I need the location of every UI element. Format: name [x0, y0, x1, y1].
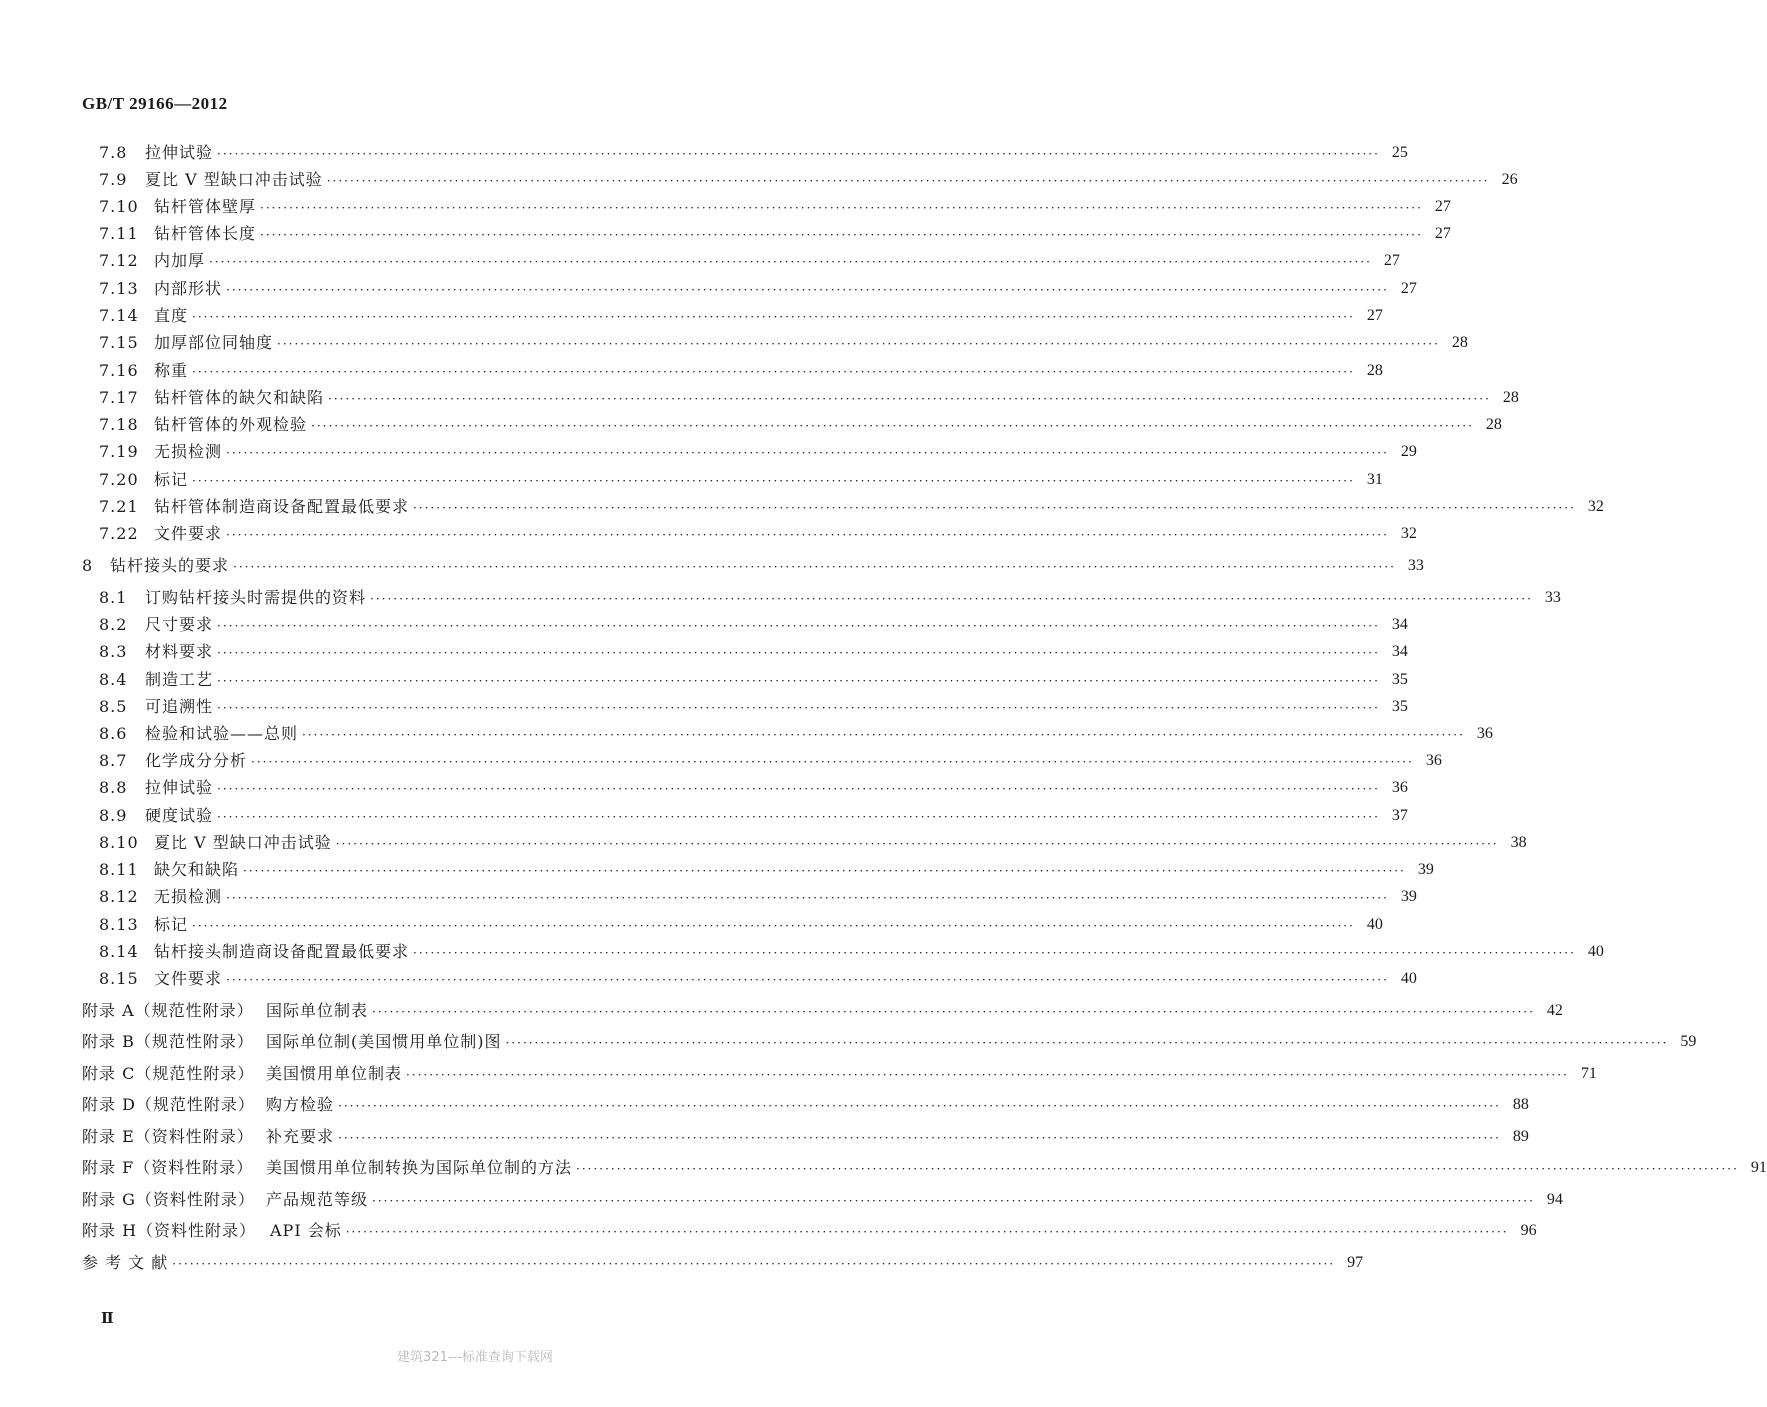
toc-entry[interactable]	[99, 859, 1434, 881]
toc-entry-title: 产品规范等级	[266, 1190, 369, 1209]
toc-entry-number: 8.11	[99, 860, 139, 879]
toc-entry[interactable]	[99, 696, 1408, 718]
dot-leader: ········································································································································································································	[326, 174, 1490, 188]
toc-entry[interactable]	[99, 886, 1417, 908]
toc-entry-page: 39	[1400, 888, 1417, 905]
toc-entry-title: 钻杆管体制造商设备配置最低要求	[154, 497, 410, 516]
toc-entry-title: 钻杆接头制造商设备配置最低要求	[154, 942, 410, 961]
toc-entry-number: 7.14	[99, 306, 139, 325]
toc-entry-title: 无损检测	[154, 887, 223, 906]
toc-entry[interactable]	[99, 723, 1493, 745]
toc-entry[interactable]	[99, 669, 1408, 691]
toc-entry[interactable]	[99, 968, 1417, 990]
toc-entry-page: 27	[1366, 307, 1383, 324]
dot-leader: ········································································································································································································	[328, 392, 1491, 406]
toc-entry[interactable]	[82, 1063, 1597, 1085]
toc-entry-number: 7.17	[99, 388, 139, 407]
toc-entry-page: 89	[1512, 1128, 1529, 1145]
toc-entry-title: 国际单位制表	[266, 1001, 369, 1020]
dot-leader: ········································································································································································································	[217, 646, 1380, 660]
toc-entry[interactable]	[82, 1189, 1563, 1211]
toc-entry-title: 钻杆管体壁厚	[154, 197, 257, 216]
toc-entry-page: 59	[1680, 1033, 1697, 1050]
toc-entry-number: 8.13	[99, 915, 139, 934]
dot-leader: ········································································································································································································	[505, 1036, 1669, 1050]
toc-entry-number: 8.6	[99, 724, 128, 743]
dot-leader: ········································································································································································································	[413, 946, 1576, 960]
toc-entry[interactable]	[99, 278, 1417, 300]
toc-entry-number: 附录 D（规范性附录）	[82, 1095, 255, 1114]
toc-entry-title: 缺欠和缺陷	[154, 860, 240, 879]
toc-entry-number: 附录 G（资料性附录）	[82, 1190, 255, 1209]
toc-entry-title: 无损检测	[154, 442, 223, 461]
toc-entry-page: 94	[1546, 1191, 1563, 1208]
dot-leader: ········································································································································································································	[260, 201, 1423, 215]
dot-leader: ········································································································································································································	[260, 228, 1423, 242]
toc-entry[interactable]	[99, 414, 1502, 436]
toc-entry-title: 内部形状	[154, 279, 223, 298]
toc-entry-page: 40	[1366, 916, 1383, 933]
toc-entry-page: 27	[1400, 280, 1417, 297]
toc-entry-title: 化学成分分析	[145, 751, 248, 770]
toc-entry-title: 美国惯用单位制转换为国际单位制的方法	[266, 1158, 573, 1177]
toc-entry-page: 27	[1383, 252, 1400, 269]
toc-entry-title: 拉伸试验	[145, 143, 214, 162]
dot-leader: ········································································································································································································	[217, 701, 1380, 715]
toc-entry-page: 40	[1587, 943, 1604, 960]
toc-entry-page: 35	[1391, 698, 1408, 715]
toc-entry-number: 7.8	[99, 143, 128, 162]
toc-entry-title: 文件要求	[154, 969, 223, 988]
toc-entry-number: 附录 H（资料性附录）	[82, 1221, 257, 1240]
toc-entry-page: 26	[1501, 171, 1518, 188]
toc-entry-title: 加厚部位同轴度	[154, 333, 274, 352]
toc-entry-title: 标记	[154, 470, 189, 489]
toc-entry[interactable]	[82, 1252, 1364, 1274]
toc-entry[interactable]	[99, 614, 1408, 636]
toc-entry[interactable]	[99, 196, 1451, 218]
toc-entry-title: 称重	[154, 361, 189, 380]
toc-entry-number: 8.5	[99, 697, 128, 716]
toc-entry[interactable]	[82, 1094, 1529, 1116]
dot-leader: ········································································································································································································	[345, 1225, 1509, 1239]
toc-entry[interactable]	[82, 1031, 1697, 1053]
toc-entry-title: 直度	[154, 306, 189, 325]
toc-entry-page: 39	[1417, 861, 1434, 878]
toc-entry-number: 8.3	[99, 642, 128, 661]
toc-entry[interactable]	[99, 142, 1408, 164]
toc-entry-page: 28	[1366, 362, 1383, 379]
dot-leader: ········································································································································································································	[370, 592, 1533, 606]
toc-entry[interactable]	[82, 1157, 1767, 1179]
dot-leader: ········································································································································································································	[413, 501, 1576, 515]
toc-entry-page: 32	[1587, 498, 1604, 515]
dot-leader: ········································································································································································································	[311, 419, 1474, 433]
toc-entry-page: 38	[1510, 834, 1527, 851]
toc-entry-number: 7.18	[99, 415, 139, 434]
toc-entry-title: 购方检验	[266, 1095, 335, 1114]
toc-entry-title: 国际单位制(美国惯用单位制)图	[266, 1032, 502, 1051]
toc-entry-number: 8.4	[99, 670, 128, 689]
toc-entry-page: 42	[1546, 1002, 1563, 1019]
toc-entry-number: 7.21	[99, 497, 139, 516]
toc-entry[interactable]	[99, 496, 1604, 518]
dot-leader: ········································································································································································································	[335, 837, 1499, 851]
toc-entry-title: 钻杆管体的外观检验	[154, 415, 308, 434]
dot-leader: ········································································································································································································	[233, 560, 1396, 574]
toc-entry-page: 71	[1580, 1065, 1597, 1082]
toc-entry-number: 8.9	[99, 806, 128, 825]
dot-leader: ········································································································································································································	[217, 810, 1380, 824]
dot-leader: ········································································································································································································	[406, 1068, 1569, 1082]
dot-leader: ········································································································································································································	[576, 1162, 1739, 1176]
toc-entry[interactable]	[99, 587, 1561, 609]
toc-entry-page: 34	[1391, 643, 1408, 660]
toc-entry-number: 附录 B（规范性附录）	[82, 1032, 254, 1051]
toc-entry[interactable]	[99, 332, 1468, 354]
toc-entry[interactable]	[99, 250, 1400, 272]
toc-entry-number: 8.1	[99, 588, 128, 607]
toc-entry-page: 25	[1391, 144, 1408, 161]
toc-entry[interactable]	[99, 169, 1518, 191]
toc-entry-page: 32	[1400, 525, 1417, 542]
toc-entry-number: 8.2	[99, 615, 128, 634]
dot-leader: ········································································································································································································	[217, 782, 1380, 796]
toc-entry-title: 夏比 V 型缺口冲击试验	[154, 833, 332, 852]
toc-entry[interactable]	[99, 469, 1383, 491]
dot-leader: ········································································································································································································	[217, 619, 1380, 633]
toc-entry-title: 文件要求	[154, 524, 223, 543]
toc-entry[interactable]	[82, 555, 1424, 577]
toc-entry[interactable]	[99, 777, 1408, 799]
dot-leader: ········································································································································································································	[338, 1131, 1501, 1145]
toc-entry-page: 34	[1391, 616, 1408, 633]
toc-entry-page: 36	[1391, 779, 1408, 796]
toc-entry-title: 拉伸试验	[145, 778, 214, 797]
toc-entry-title: 参 考 文 献	[82, 1253, 169, 1272]
toc-entry-number: 7.13	[99, 279, 139, 298]
toc-entry-number: 7.9	[99, 170, 128, 189]
toc-entry-number: 8.8	[99, 778, 128, 797]
dot-leader: ········································································································································································································	[338, 1099, 1501, 1113]
dot-leader: ········································································································································································································	[217, 674, 1380, 688]
toc-entry-number: 8	[82, 556, 94, 575]
toc-entry-number: 附录 C（规范性附录）	[82, 1064, 255, 1083]
standard-code: GB/T 29166—2012	[82, 94, 228, 113]
toc-entry-title: 材料要求	[145, 642, 214, 661]
toc-entry-page: 40	[1400, 970, 1417, 987]
toc-entry-title: 钻杆管体长度	[154, 224, 257, 243]
toc-entry[interactable]	[99, 832, 1527, 854]
dot-leader: ········································································································································································································	[226, 973, 1389, 987]
dot-leader: ········································································································································································································	[372, 1005, 1535, 1019]
page-number: Ⅱ	[101, 1309, 114, 1327]
toc-entry-page: 36	[1476, 725, 1493, 742]
toc-entry-title: 尺寸要求	[145, 615, 214, 634]
toc-entry-number: 7.11	[99, 224, 139, 243]
toc-entry[interactable]	[99, 360, 1383, 382]
toc-entry-number: 7.10	[99, 197, 139, 216]
toc-entry[interactable]	[99, 941, 1604, 963]
toc-entry-number: 8.10	[99, 833, 139, 852]
toc-entry-page: 28	[1485, 416, 1502, 433]
dot-leader: ········································································································································································································	[192, 310, 1355, 324]
toc-entry-page: 91	[1750, 1159, 1767, 1176]
toc-entry[interactable]	[99, 750, 1442, 772]
toc-entry-title: 补充要求	[266, 1127, 335, 1146]
dot-leader: ········································································································································································································	[251, 755, 1414, 769]
toc-entry[interactable]	[99, 305, 1383, 327]
toc-entry-title: 制造工艺	[145, 670, 214, 689]
toc-entry-number: 7.20	[99, 470, 139, 489]
dot-leader: ········································································································································································································	[226, 283, 1389, 297]
toc-entry[interactable]	[82, 1000, 1563, 1022]
toc-entry[interactable]	[99, 641, 1408, 663]
toc-entry[interactable]	[99, 223, 1451, 245]
toc-entry-page: 27	[1434, 198, 1451, 215]
toc-entry[interactable]	[82, 1220, 1537, 1242]
toc-entry-title: 内加厚	[154, 251, 206, 270]
toc-entry[interactable]	[99, 914, 1383, 936]
toc-entry-title: 订购钻杆接头时需提供的资料	[145, 588, 367, 607]
toc-entry[interactable]	[99, 805, 1408, 827]
toc-entry-page: 28	[1451, 334, 1468, 351]
toc-entry-number: 7.12	[99, 251, 139, 270]
toc-entry-page: 31	[1366, 471, 1383, 488]
toc-entry-title: 可追溯性	[145, 697, 214, 716]
toc-entry-page: 88	[1512, 1096, 1529, 1113]
dot-leader: ········································································································································································································	[209, 255, 1372, 269]
toc-entry-number: 7.19	[99, 442, 139, 461]
toc-entry[interactable]	[82, 1126, 1529, 1148]
toc-entry-number: 8.7	[99, 751, 128, 770]
toc-entry-number: 7.15	[99, 333, 139, 352]
toc-entry-number: 附录 E（资料性附录）	[82, 1127, 254, 1146]
dot-leader: ········································································································································································································	[302, 728, 1465, 742]
dot-leader: ········································································································································································································	[217, 147, 1380, 161]
toc-entry-number: 8.12	[99, 887, 139, 906]
toc-entry-title: 钻杆接头的要求	[110, 556, 230, 575]
toc-entry-page: 35	[1391, 671, 1408, 688]
dot-leader: ········································································································································································································	[372, 1194, 1535, 1208]
toc-entry-page: 29	[1400, 443, 1417, 460]
dot-leader: ········································································································································································································	[226, 891, 1389, 905]
toc-entry-page: 97	[1347, 1254, 1364, 1271]
toc-entry-page: 36	[1425, 752, 1442, 769]
toc-entry-page: 96	[1520, 1222, 1537, 1239]
toc-entry-title: 钻杆管体的缺欠和缺陷	[154, 388, 325, 407]
toc-entry-title: 美国惯用单位制表	[266, 1064, 403, 1083]
toc-entry-page: 37	[1391, 807, 1408, 824]
dot-leader: ········································································································································································································	[172, 1257, 1336, 1271]
dot-leader: ········································································································································································································	[192, 919, 1355, 933]
dot-leader: ········································································································································································································	[226, 446, 1389, 460]
toc-entry-number: 7.16	[99, 361, 139, 380]
dot-leader: ········································································································································································································	[226, 528, 1389, 542]
watermark-text: 建筑321---标准查询下载网	[397, 1350, 553, 1365]
toc-entry-number: 附录 F（资料性附录）	[82, 1158, 254, 1177]
toc-entry-number: 附录 A（规范性附录）	[82, 1001, 254, 1020]
toc-entry-title: 夏比 V 型缺口冲击试验	[145, 170, 323, 189]
toc-entry-number: 7.22	[99, 524, 139, 543]
toc-entry-page: 28	[1502, 389, 1519, 406]
toc-entry[interactable]	[99, 441, 1417, 463]
toc-entry[interactable]	[99, 523, 1417, 545]
dot-leader: ········································································································································································································	[243, 864, 1406, 878]
toc-entry-page: 33	[1407, 557, 1424, 574]
toc-entry-title: 检验和试验——总则	[145, 724, 299, 743]
toc-entry-page: 33	[1544, 589, 1561, 606]
toc-entry-title: 标记	[154, 915, 189, 934]
toc-entry-title: 硬度试验	[145, 806, 214, 825]
toc-entry-number: 8.15	[99, 969, 139, 988]
dot-leader: ········································································································································································································	[192, 474, 1355, 488]
dot-leader: ········································································································································································································	[192, 365, 1355, 379]
toc-entry-number: 8.14	[99, 942, 139, 961]
toc-entry[interactable]	[99, 387, 1519, 409]
toc-entry-page: 27	[1434, 225, 1451, 242]
dot-leader: ········································································································································································································	[277, 337, 1440, 351]
toc-entry-title: API 会标	[270, 1221, 342, 1240]
